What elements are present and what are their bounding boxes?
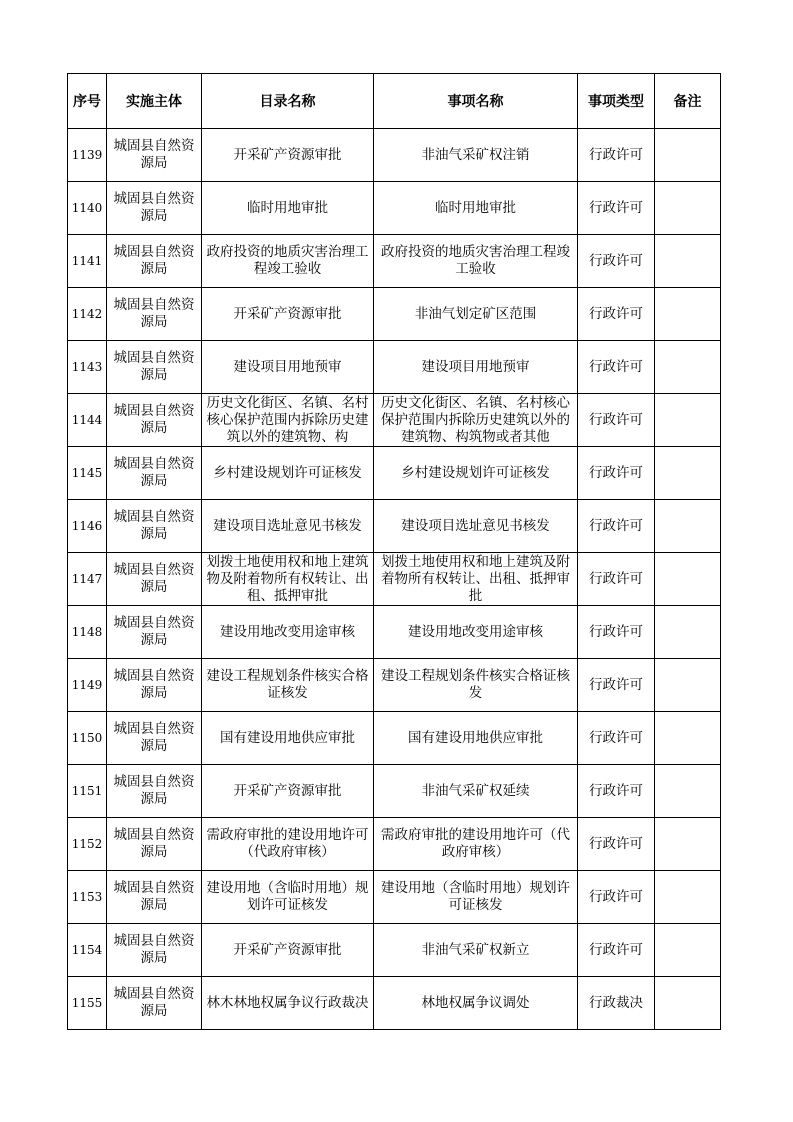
item-type-cell-text: 行政许可 bbox=[589, 570, 643, 587]
item-name-cell bbox=[374, 129, 578, 182]
catalog-name-cell bbox=[202, 129, 374, 182]
catalog-name-cell-text: 建设用地（含临时用地）规划许可证核发 bbox=[206, 880, 369, 913]
row-number-cell bbox=[68, 765, 107, 818]
entity-cell-text: 城固县自然资源局 bbox=[113, 244, 195, 277]
table-row bbox=[68, 288, 721, 341]
catalog-name-cell-text: 乡村建设规划许可证核发 bbox=[213, 464, 362, 481]
catalog-name-cell bbox=[202, 394, 374, 447]
row-number-cell bbox=[68, 818, 107, 871]
remark-cell bbox=[655, 924, 721, 977]
remark-cell bbox=[655, 235, 721, 288]
row-number-cell bbox=[68, 129, 107, 182]
item-type-cell-text: 行政许可 bbox=[589, 305, 643, 322]
table-row bbox=[68, 871, 721, 924]
item-type-cell bbox=[578, 606, 655, 659]
catalog-name-cell-text: 政府投资的地质灾害治理工程竣工验收 bbox=[206, 244, 369, 277]
item-type-cell-text: 行政许可 bbox=[589, 835, 643, 852]
row-number-cell-text: 1154 bbox=[71, 942, 103, 957]
item-type-cell bbox=[578, 553, 655, 606]
catalog-name-cell bbox=[202, 447, 374, 500]
item-name-cell bbox=[374, 341, 578, 394]
table-row bbox=[68, 553, 721, 606]
item-type-cell bbox=[578, 341, 655, 394]
entity-cell bbox=[107, 871, 202, 924]
catalog-name-cell-text: 开采矿产资源审批 bbox=[233, 146, 342, 163]
remark-cell bbox=[655, 765, 721, 818]
item-name-cell-text: 建设工程规划条件核实合格证核发 bbox=[381, 668, 570, 701]
catalog-name-cell bbox=[202, 606, 374, 659]
item-name-cell bbox=[374, 553, 578, 606]
item-name-cell bbox=[374, 659, 578, 712]
entity-cell bbox=[107, 235, 202, 288]
header-no: 序号 bbox=[68, 74, 107, 129]
item-type-cell-text: 行政许可 bbox=[589, 146, 643, 163]
catalog-name-cell-text: 建设项目用地预审 bbox=[233, 358, 342, 375]
item-name-cell bbox=[374, 818, 578, 871]
item-type-cell bbox=[578, 394, 655, 447]
entity-cell bbox=[107, 288, 202, 341]
entity-cell bbox=[107, 606, 202, 659]
remark-cell bbox=[655, 606, 721, 659]
entity-cell bbox=[107, 924, 202, 977]
item-name-cell bbox=[374, 977, 578, 1030]
item-type-cell-text: 行政许可 bbox=[589, 782, 643, 799]
entity-cell bbox=[107, 659, 202, 712]
remark-cell bbox=[655, 553, 721, 606]
row-number-cell bbox=[68, 500, 107, 553]
table-row bbox=[68, 606, 721, 659]
catalog-name-cell-text: 临时用地审批 bbox=[247, 199, 328, 216]
remark-cell bbox=[655, 818, 721, 871]
entity-cell-text: 城固县自然资源局 bbox=[113, 668, 195, 701]
item-type-cell-text: 行政许可 bbox=[589, 464, 643, 481]
item-name-cell-text: 建设用地改变用途审核 bbox=[408, 623, 543, 640]
item-type-cell bbox=[578, 288, 655, 341]
item-name-cell-text: 划拨土地使用权和地上建筑及附着物所有权转让、出租、抵押审批 bbox=[381, 553, 570, 604]
entity-cell-text: 城固县自然资源局 bbox=[113, 562, 195, 595]
item-type-cell-text: 行政许可 bbox=[589, 517, 643, 534]
table-row bbox=[68, 129, 721, 182]
entity-cell bbox=[107, 447, 202, 500]
item-type-cell bbox=[578, 765, 655, 818]
item-name-cell-text: 非油气划定矿区范围 bbox=[414, 305, 537, 322]
table-row bbox=[68, 712, 721, 765]
item-type-cell bbox=[578, 659, 655, 712]
item-type-cell bbox=[578, 924, 655, 977]
entity-cell-text: 城固县自然资源局 bbox=[113, 774, 195, 807]
catalog-name-cell-text: 建设工程规划条件核实合格证核发 bbox=[206, 668, 369, 701]
entity-cell-text: 城固县自然资源局 bbox=[113, 880, 195, 913]
row-number-cell-text: 1143 bbox=[71, 359, 103, 374]
remark-cell bbox=[655, 659, 721, 712]
item-name-cell bbox=[374, 712, 578, 765]
item-name-cell bbox=[374, 924, 578, 977]
item-type-cell-text: 行政裁决 bbox=[589, 994, 643, 1011]
item-name-cell-text: 非油气采矿权延续 bbox=[421, 782, 530, 799]
row-number-cell-text: 1141 bbox=[71, 253, 103, 268]
table-row bbox=[68, 924, 721, 977]
catalog-name-cell-text: 历史文化街区、名镇、名村核心保护范围内拆除历史建筑以外的建筑物、构 bbox=[206, 394, 369, 445]
entity-cell bbox=[107, 500, 202, 553]
item-name-cell bbox=[374, 447, 578, 500]
catalog-name-cell bbox=[202, 182, 374, 235]
catalog-name-cell bbox=[202, 288, 374, 341]
item-name-cell bbox=[374, 235, 578, 288]
item-name-cell-text: 建设用地（含临时用地）规划许可证核发 bbox=[381, 880, 570, 913]
row-number-cell bbox=[68, 871, 107, 924]
row-number-cell bbox=[68, 288, 107, 341]
row-number-cell bbox=[68, 182, 107, 235]
catalog-name-cell bbox=[202, 871, 374, 924]
item-name-cell bbox=[374, 182, 578, 235]
entity-cell bbox=[107, 129, 202, 182]
remark-cell bbox=[655, 288, 721, 341]
remark-cell bbox=[655, 447, 721, 500]
row-number-cell-text: 1146 bbox=[71, 518, 103, 533]
entity-cell bbox=[107, 977, 202, 1030]
item-name-cell bbox=[374, 871, 578, 924]
remark-cell bbox=[655, 341, 721, 394]
row-number-cell-text: 1152 bbox=[71, 836, 103, 851]
catalog-name-cell-text: 需政府审批的建设用地许可（代政府审核） bbox=[206, 827, 369, 860]
entity-cell-text: 城固县自然资源局 bbox=[113, 350, 195, 383]
entity-cell-text: 城固县自然资源局 bbox=[113, 456, 195, 489]
entity-cell bbox=[107, 394, 202, 447]
row-number-cell bbox=[68, 924, 107, 977]
row-number-cell-text: 1153 bbox=[71, 889, 103, 904]
row-number-cell bbox=[68, 447, 107, 500]
entity-cell-text: 城固县自然资源局 bbox=[113, 933, 195, 966]
row-number-cell bbox=[68, 553, 107, 606]
remark-cell bbox=[655, 712, 721, 765]
table-row bbox=[68, 977, 721, 1030]
table-header-row bbox=[68, 74, 721, 129]
item-type-cell bbox=[578, 818, 655, 871]
row-number-cell bbox=[68, 341, 107, 394]
entity-cell bbox=[107, 553, 202, 606]
item-name-cell bbox=[374, 765, 578, 818]
table-row bbox=[68, 500, 721, 553]
catalog-name-cell bbox=[202, 341, 374, 394]
header-entity: 实施主体 bbox=[107, 74, 202, 129]
item-name-cell-text: 需政府审批的建设用地许可（代政府审核） bbox=[381, 827, 570, 860]
table-row bbox=[68, 765, 721, 818]
item-name-cell bbox=[374, 500, 578, 553]
remark-cell bbox=[655, 182, 721, 235]
item-name-cell bbox=[374, 606, 578, 659]
catalog-name-cell-text: 划拨土地使用权和地上建筑物及附着物所有权转让、出租、抵押审批 bbox=[206, 553, 369, 604]
entity-cell bbox=[107, 712, 202, 765]
row-number-cell-text: 1151 bbox=[71, 783, 103, 798]
entity-cell bbox=[107, 341, 202, 394]
header-catalog: 目录名称 bbox=[202, 74, 374, 129]
row-number-cell-text: 1142 bbox=[71, 306, 103, 321]
item-type-cell bbox=[578, 712, 655, 765]
table-row bbox=[68, 182, 721, 235]
catalog-name-cell bbox=[202, 765, 374, 818]
item-type-cell-text: 行政许可 bbox=[589, 252, 643, 269]
catalog-name-cell bbox=[202, 924, 374, 977]
row-number-cell-text: 1155 bbox=[71, 995, 103, 1010]
item-name-cell-text: 建设项目用地预审 bbox=[421, 358, 530, 375]
item-name-cell-text: 政府投资的地质灾害治理工程竣工验收 bbox=[381, 244, 570, 277]
item-type-cell-text: 行政许可 bbox=[589, 941, 643, 958]
item-name-cell-text: 建设项目选址意见书核发 bbox=[401, 517, 550, 534]
row-number-cell-text: 1150 bbox=[71, 730, 103, 745]
item-name-cell-text: 乡村建设规划许可证核发 bbox=[401, 464, 550, 481]
table-row bbox=[68, 659, 721, 712]
entity-cell bbox=[107, 765, 202, 818]
item-name-cell bbox=[374, 288, 578, 341]
entity-cell bbox=[107, 818, 202, 871]
item-name-cell-text: 林地权属争议调处 bbox=[421, 994, 530, 1011]
entity-cell bbox=[107, 182, 202, 235]
catalog-name-cell bbox=[202, 235, 374, 288]
entity-cell-text: 城固县自然资源局 bbox=[113, 509, 195, 542]
item-type-cell-text: 行政许可 bbox=[589, 411, 643, 428]
catalog-name-cell bbox=[202, 977, 374, 1030]
row-number-cell bbox=[68, 977, 107, 1030]
remark-cell bbox=[655, 871, 721, 924]
table-body bbox=[68, 129, 721, 1030]
item-type-cell-text: 行政许可 bbox=[589, 358, 643, 375]
entity-cell-text: 城固县自然资源局 bbox=[113, 138, 195, 171]
entity-cell-text: 城固县自然资源局 bbox=[113, 403, 195, 436]
row-number-cell-text: 1145 bbox=[71, 465, 103, 480]
item-type-cell-text: 行政许可 bbox=[589, 888, 643, 905]
row-number-cell-text: 1147 bbox=[71, 571, 103, 586]
item-type-cell bbox=[578, 977, 655, 1030]
item-type-cell-text: 行政许可 bbox=[589, 676, 643, 693]
catalog-name-cell bbox=[202, 500, 374, 553]
item-type-cell bbox=[578, 129, 655, 182]
table-row bbox=[68, 394, 721, 447]
header-item: 事项名称 bbox=[374, 74, 578, 129]
item-name-cell-text: 历史文化街区、名镇、名村核心保护范围内拆除历史建筑以外的建筑物、构筑物或者其他 bbox=[381, 394, 570, 445]
row-number-cell bbox=[68, 712, 107, 765]
row-number-cell-text: 1140 bbox=[71, 200, 103, 215]
row-number-cell bbox=[68, 606, 107, 659]
row-number-cell-text: 1148 bbox=[71, 624, 103, 639]
entity-cell-text: 城固县自然资源局 bbox=[113, 297, 195, 330]
row-number-cell bbox=[68, 235, 107, 288]
item-type-cell bbox=[578, 871, 655, 924]
item-name-cell-text: 非油气采矿权注销 bbox=[421, 146, 530, 163]
remark-cell bbox=[655, 129, 721, 182]
catalog-name-cell bbox=[202, 659, 374, 712]
entity-cell-text: 城固县自然资源局 bbox=[113, 615, 195, 648]
entity-cell-text: 城固县自然资源局 bbox=[113, 827, 195, 860]
catalog-name-cell-text: 开采矿产资源审批 bbox=[233, 782, 342, 799]
table-row bbox=[68, 341, 721, 394]
item-type-cell bbox=[578, 235, 655, 288]
catalog-name-cell bbox=[202, 712, 374, 765]
administrative-items-table bbox=[67, 73, 721, 1030]
table-row bbox=[68, 447, 721, 500]
catalog-name-cell-text: 林木林地权属争议行政裁决 bbox=[206, 994, 369, 1011]
item-type-cell bbox=[578, 182, 655, 235]
remark-cell bbox=[655, 394, 721, 447]
entity-cell-text: 城固县自然资源局 bbox=[113, 721, 195, 754]
table-row bbox=[68, 818, 721, 871]
item-type-cell bbox=[578, 447, 655, 500]
table-row bbox=[68, 235, 721, 288]
item-name-cell-text: 临时用地审批 bbox=[435, 199, 516, 216]
row-number-cell bbox=[68, 394, 107, 447]
catalog-name-cell bbox=[202, 553, 374, 606]
catalog-name-cell-text: 开采矿产资源审批 bbox=[233, 941, 342, 958]
catalog-name-cell bbox=[202, 818, 374, 871]
entity-cell-text: 城固县自然资源局 bbox=[113, 191, 195, 224]
row-number-cell-text: 1144 bbox=[71, 412, 103, 427]
row-number-cell-text: 1139 bbox=[71, 147, 103, 162]
item-type-cell-text: 行政许可 bbox=[589, 729, 643, 746]
catalog-name-cell-text: 建设项目选址意见书核发 bbox=[213, 517, 362, 534]
header-remark: 备注 bbox=[655, 74, 721, 129]
item-name-cell-text: 国有建设用地供应审批 bbox=[408, 729, 543, 746]
item-name-cell bbox=[374, 394, 578, 447]
catalog-name-cell-text: 开采矿产资源审批 bbox=[233, 305, 342, 322]
row-number-cell-text: 1149 bbox=[71, 677, 103, 692]
item-type-cell bbox=[578, 500, 655, 553]
remark-cell bbox=[655, 500, 721, 553]
remark-cell bbox=[655, 977, 721, 1030]
item-name-cell-text: 非油气采矿权新立 bbox=[421, 941, 530, 958]
row-number-cell bbox=[68, 659, 107, 712]
catalog-name-cell-text: 建设用地改变用途审核 bbox=[220, 623, 355, 640]
item-type-cell-text: 行政许可 bbox=[589, 623, 643, 640]
catalog-name-cell-text: 国有建设用地供应审批 bbox=[220, 729, 355, 746]
header-type: 事项类型 bbox=[578, 74, 655, 129]
entity-cell-text: 城固县自然资源局 bbox=[113, 986, 195, 1019]
item-type-cell-text: 行政许可 bbox=[589, 199, 643, 216]
